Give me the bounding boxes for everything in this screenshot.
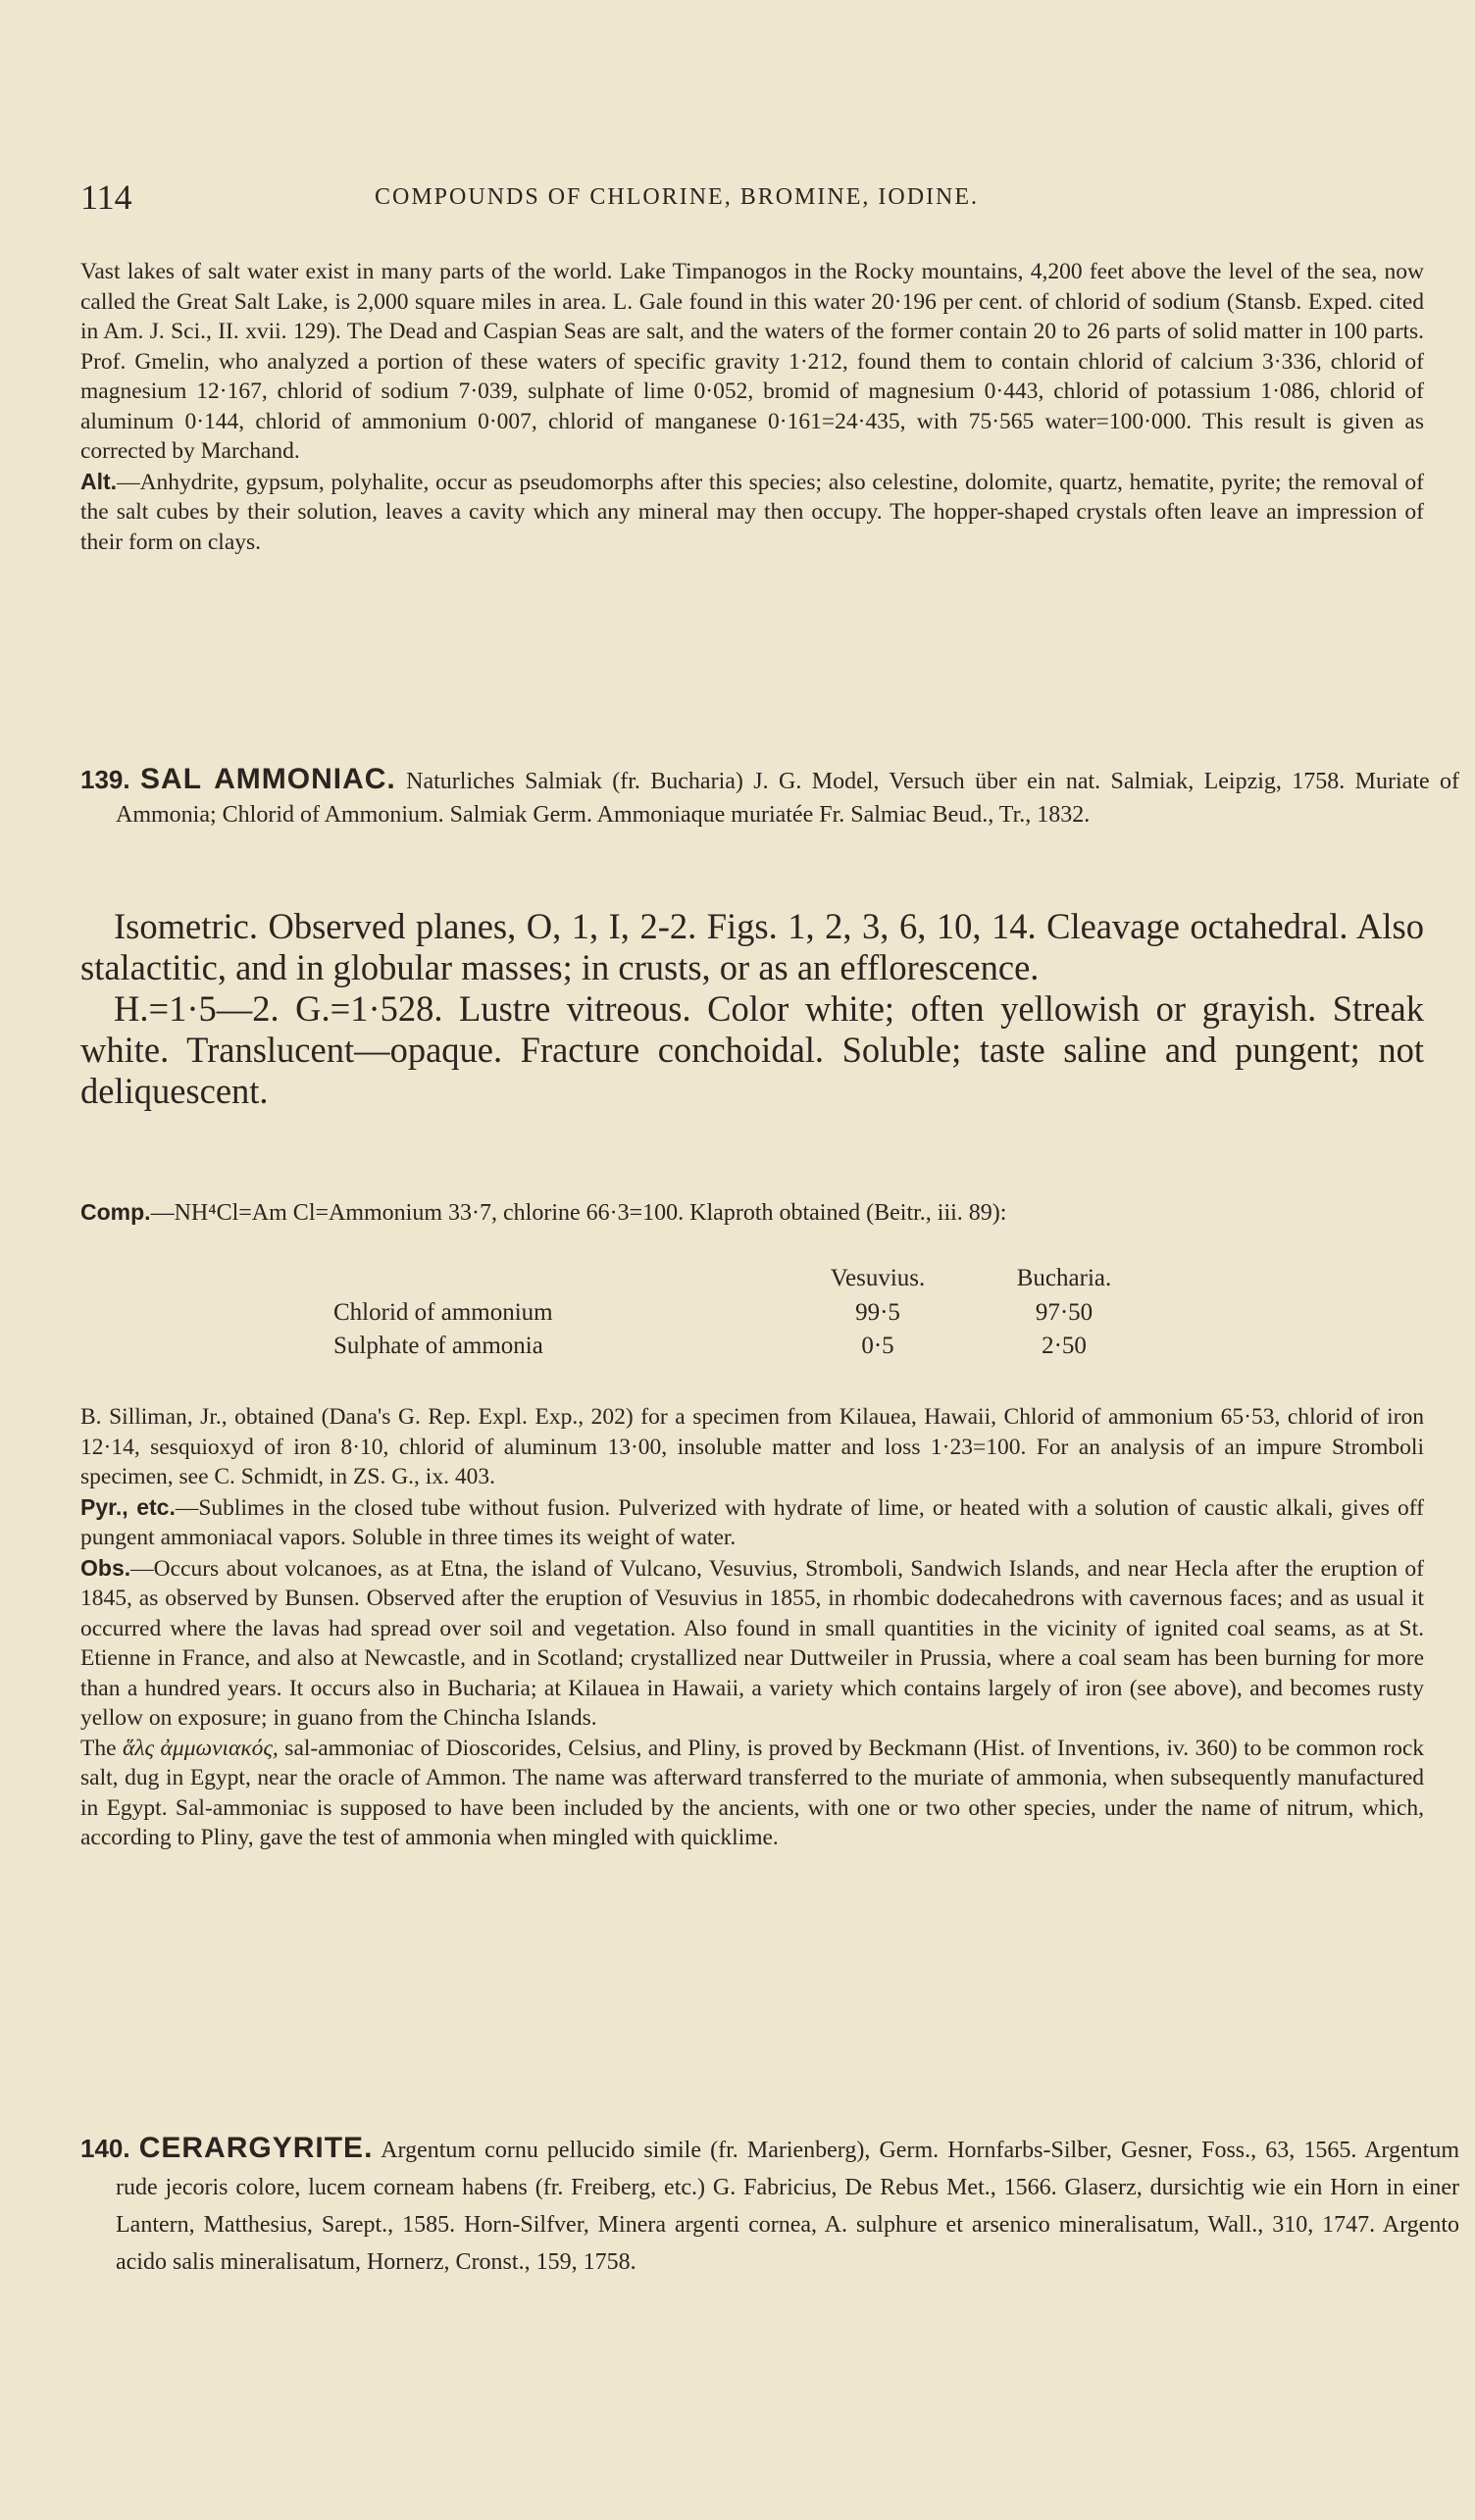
composition-paragraph <box>80 1196 1424 1229</box>
salt-lakes-section <box>80 257 1424 557</box>
table-row <box>333 1330 1157 1363</box>
species-139-description <box>80 906 1424 1112</box>
table-corner <box>333 1265 785 1296</box>
history-paragraph <box>80 1734 1424 1853</box>
obs-paragraph <box>80 1553 1424 1734</box>
obs-lead: Obs. <box>80 1554 131 1581</box>
row-label: Chlorid of ammonium <box>333 1299 553 1326</box>
pyr-lead: Pyr., etc. <box>80 1493 176 1520</box>
obs-text: —Occurs about volcanoes, as at Etna, the island of Vulcano, Vesuvius, Stromboli, Sandwich Islands, and near Hecla after the eruption of 1845, as observed by Bunsen. Observed after the eruption of Vesuvius in 1855, in rhombic dodecahedrons with cavernous faces; and as usual it occurred where the lavas had spread over soil and vegetation. Also found in small quantities in the vicinity of ignited coal seams, as at St. Etienne in France, and also at Newcastle, and in Scotland; crystallized near Duttweiler in Prussia, where a coal seam has been burning for more than a hundred years. It occurs also in Bucharia; at Kilauea in Hawaii, a variety which contains largely of iron (see above), and becomes rusty yellow on exposure; in guano from the Chincha Islands. <box>80 1555 1424 1731</box>
alt-paragraph <box>80 467 1424 558</box>
column-header: Vesuvius. <box>830 1265 926 1291</box>
species-140-name: CERARGYRITE. <box>138 2132 374 2164</box>
species-139-heading <box>80 763 1459 832</box>
row-label: Sulphate of ammonia <box>333 1333 543 1359</box>
crystallography-paragraph: Isometric. Observed planes, O, 1, I, 2-2. Figs. 1, 2, 3, 6, 10, 14. Cleavage octahedral. Also stalactitic, and in globular masses; in crusts, or as an efflorescence. <box>80 906 1424 987</box>
history-text: sal-ammoniac of Dioscorides, Celsius, and Pliny, is proved by Beckmann (Hist. of Inventions, iv. 360) to be common rock salt, dug in Egypt, near the oracle of Ammon. The name was afterward transferred to the muriate of ammonia, when subsequently manufactured in Egypt. Sal-ammoniac is supposed to have been included by the ancients, with one or two other species, under the name of nitrum, which, according to Pliny, gave the test of ammonia when mingled with quicklime. <box>80 1735 1425 1850</box>
history-pre: The <box>80 1735 117 1761</box>
species-140-synonymy: Argentum cornu pellucido simile (fr. Marienberg), Germ. Hornfarbs-Silber, Gesner, Foss., 63, 1565. Argentum rude jecoris colore, lucem corneam habens (fr. Freiberg, etc.) G. Fabricius, De Rebus Met., 1566. Glaserz, dursichtig wie ein Horn in einer Lantern, Matthesius, Sarept., 1585. Horn-Silfver, Minera argenti cornea, A. sulphure et arsenico mineralisatum, Wall., 310, 1747. Argento acido salis mineralisatum, Hornerz, Cronst., 159, 1758. <box>116 2138 1459 2275</box>
salt-lakes-paragraph: Vast lakes of salt water exist in many parts of the world. Lake Timpanogos in the Rocky mountains, 4,200 feet above the level of the sea, now called the Great Salt Lake, is 2,000 square miles in area. L. Gale found in this water 20·196 per cent. of chlorid of sodium (Stansb. Exped. cited in Am. J. Sci., II. xvii. 129). The Dead and Caspian Seas are salt, and the waters of the former contain 20 to 26 parts of solid matter in 100 parts. Prof. Gmelin, who analyzed a portion of these waters of specific gravity 1·212, found them to contain chlorid of calcium 3·336, chlorid of magnesium 12·167, chlorid of sodium 7·039, sulphate of lime 0·052, bromid of magnesium 0·443, chlorid of potassium 1·086, chlorid of aluminum 0·144, chlorid of ammonium 0·007, chlorid of manganese 0·161=24·435, with 75·565 water=100·000. This result is given as corrected by Marchand. <box>80 259 1424 464</box>
species-140-number: 140. <box>80 2134 130 2163</box>
silliman-paragraph: B. Silliman, Jr., obtained (Dana's G. Rep. Expl. Exp., 202) for a specimen from Kilauea, Hawaii, Chlorid of ammonium 65·53, chlorid of iron 12·14, sesquioxyd of iron 8·10, chlorid of aluminum 13·00, insoluble matter and loss 1·23=100. For an analysis of an impure Stromboli specimen, see C. Schmidt, in ZS. G., ix. 403. <box>80 1404 1424 1489</box>
physical-properties-paragraph: H.=1·5—2. G.=1·528. Lustre vitreous. Color white; often yellowish or grayish. Streak white. Translucent—opaque. Fracture conchoidal. Soluble; taste saline and pungent; not deliquescent. <box>80 988 1424 1111</box>
species-139-name: SAL AMMONIAC. <box>140 763 396 795</box>
species-139-number: 139. <box>80 765 130 794</box>
alt-lead: Alt. <box>80 468 118 494</box>
running-title: COMPOUNDS OF CHLORINE, BROMINE, IODINE. <box>375 184 980 210</box>
cell-value: 2·50 <box>1042 1333 1087 1359</box>
species-139-notes <box>80 1402 1424 1853</box>
page-number: 114 <box>80 177 132 217</box>
pyr-paragraph <box>80 1492 1424 1553</box>
cell-value: 99·5 <box>855 1299 900 1326</box>
species-140-heading <box>80 2130 1459 2281</box>
analysis-table <box>333 1265 1157 1363</box>
species-139-synonymy: Naturliches Salmiak (fr. Bucharia) J. G. Model, Versuch über ein nat. Salmiak, Leipzig, 1758. Muriate of Ammonia; Chlorid of Ammonium. Salmiak Germ. Ammoniaque muriatée Fr. Salmiac Beud., Tr., 1832. <box>116 769 1460 828</box>
table-row <box>333 1296 1157 1330</box>
comp-lead: Comp. <box>80 1199 151 1225</box>
comp-text: —NH⁴Cl=Am Cl=Ammonium 33·7, chlorine 66·3=100. Klaproth obtained (Beitr., iii. 89): <box>150 1200 1007 1226</box>
column-header: Bucharia. <box>1016 1265 1112 1291</box>
pyr-text: —Sublimes in the closed tube without fusion. Pulverized with hydrate of lime, or heated with a solution of caustic alkali, gives off pungent ammoniacal vapors. Soluble in three times its weight of water. <box>80 1494 1424 1550</box>
page-header <box>80 176 1399 226</box>
greek-term: ἅλς ἀμμωνιακός, <box>123 1735 279 1761</box>
alt-text: —Anhydrite, gypsum, polyhalite, occur as pseudomorphs after this species; also celestine, dolomite, quartz, hematite, pyrite; the removal of the salt cubes by their solution, leaves a cavity which any mineral may then occupy. The hopper-shaped crystals often leave an impression of their form on clays. <box>80 469 1424 555</box>
cell-value: 0·5 <box>861 1333 894 1359</box>
cell-value: 97·50 <box>1035 1299 1094 1326</box>
